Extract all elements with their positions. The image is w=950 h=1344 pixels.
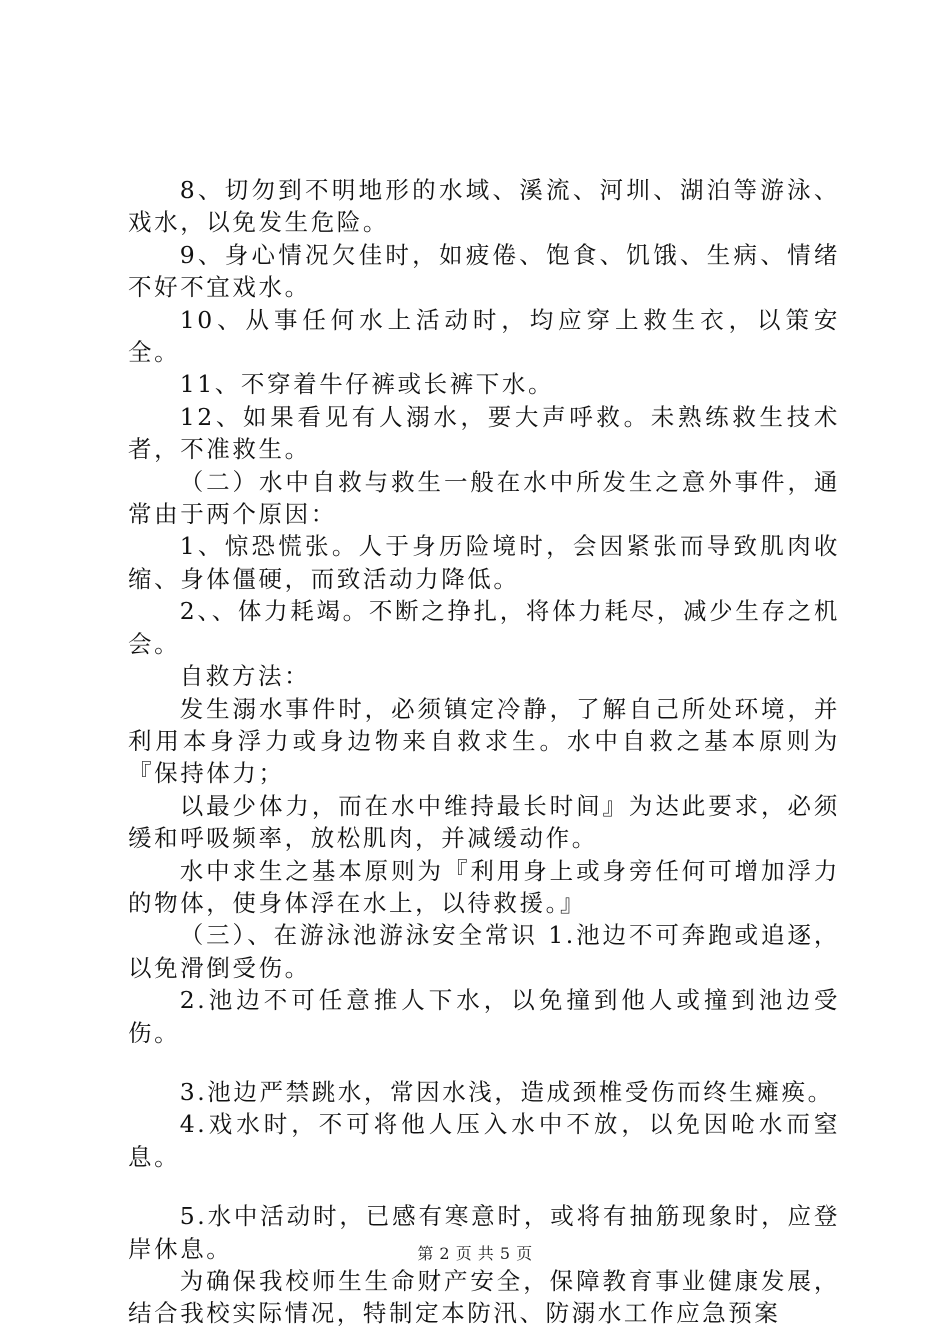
paragraph-pool-rule-5: 5.水中活动时，已感有寒意时，或将有抽筋现象时，应登岸休息。 (128, 1202, 840, 1263)
paragraph-item-11: 11、不穿着牛仔裤或长裤下水。 (179, 370, 555, 399)
page-number: 第 2 页 共 5 页 (417, 1244, 533, 1263)
paragraph-pool-rule-4: 4.戏水时，不可将他人压入水中不放，以免因呛水而窒息。 (128, 1110, 840, 1171)
paragraph-item-9: 9、身心情况欠佳时，如疲倦、饱食、饥饿、生病、情绪不好不宜戏水。 (128, 240, 840, 302)
page-footer (0, 1244, 950, 1264)
section-heading-3: （三）、在游泳池游泳安全常识 1.池边不可奔跑或追逐，以免滑倒受伤。 (128, 921, 840, 982)
paragraph-survival-principle: 水中求生之基本原则为『利用身上或身旁任何可增加浮力的物体，使身体浮在水上，以待救援。』 (128, 856, 840, 917)
paragraph-item-8: 8、切勿到不明地形的水域、溪流、河圳、湖泊等游泳、戏水，以免发生危险。 (128, 176, 840, 237)
document-body (128, 174, 840, 1330)
paragraph-item-10: 10、从事任何水上活动时，均应穿上救生衣，以策安全。 (128, 305, 840, 367)
paragraph-item-12: 12、如果看见有人溺水，要大声呼救。未熟练救生技术者，不准救生。 (128, 402, 840, 464)
section-heading-2: （二）水中自救与救生一般在水中所发生之意外事件，通常由于两个原因： (128, 467, 840, 529)
subheading-self-rescue: 自救方法： (179, 662, 311, 691)
paragraph-cause-2: 2、、体力耗竭。不断之挣扎，将体力耗尽，减少生存之机会。 (128, 597, 840, 658)
paragraph-self-rescue-cont: 以最少体力，而在水中维持最长时间』为达此要求，必须缓和呼吸频率，放松肌肉，并减缓动作。 (128, 791, 840, 853)
paragraph-pool-rule-2: 2.池边不可任意推人下水，以免撞到他人或撞到池边受伤。 (128, 986, 840, 1047)
paragraph-closing: 为确保我校师生生命财产安全，保障教育事业健康发展，结合我校实际情况，特制定本防汛、防溺水工作应急预案 (128, 1267, 840, 1328)
paragraph-cause-1: 1、惊恐慌张。人于身历险境时，会因紧张而导致肌肉收缩、身体僵硬，而致活动力降低。 (128, 532, 840, 593)
paragraph-pool-rule-3: 3.池边严禁跳水，常因水浅，造成颈椎受伤而终生瘫痪。 (179, 1077, 834, 1106)
paragraph-self-rescue: 发生溺水事件时，必须镇定冷静，了解自己所处环境，并利用本身浮力或身边物来自救求生。水中自救之基本原则为『保持体力； (128, 694, 840, 788)
